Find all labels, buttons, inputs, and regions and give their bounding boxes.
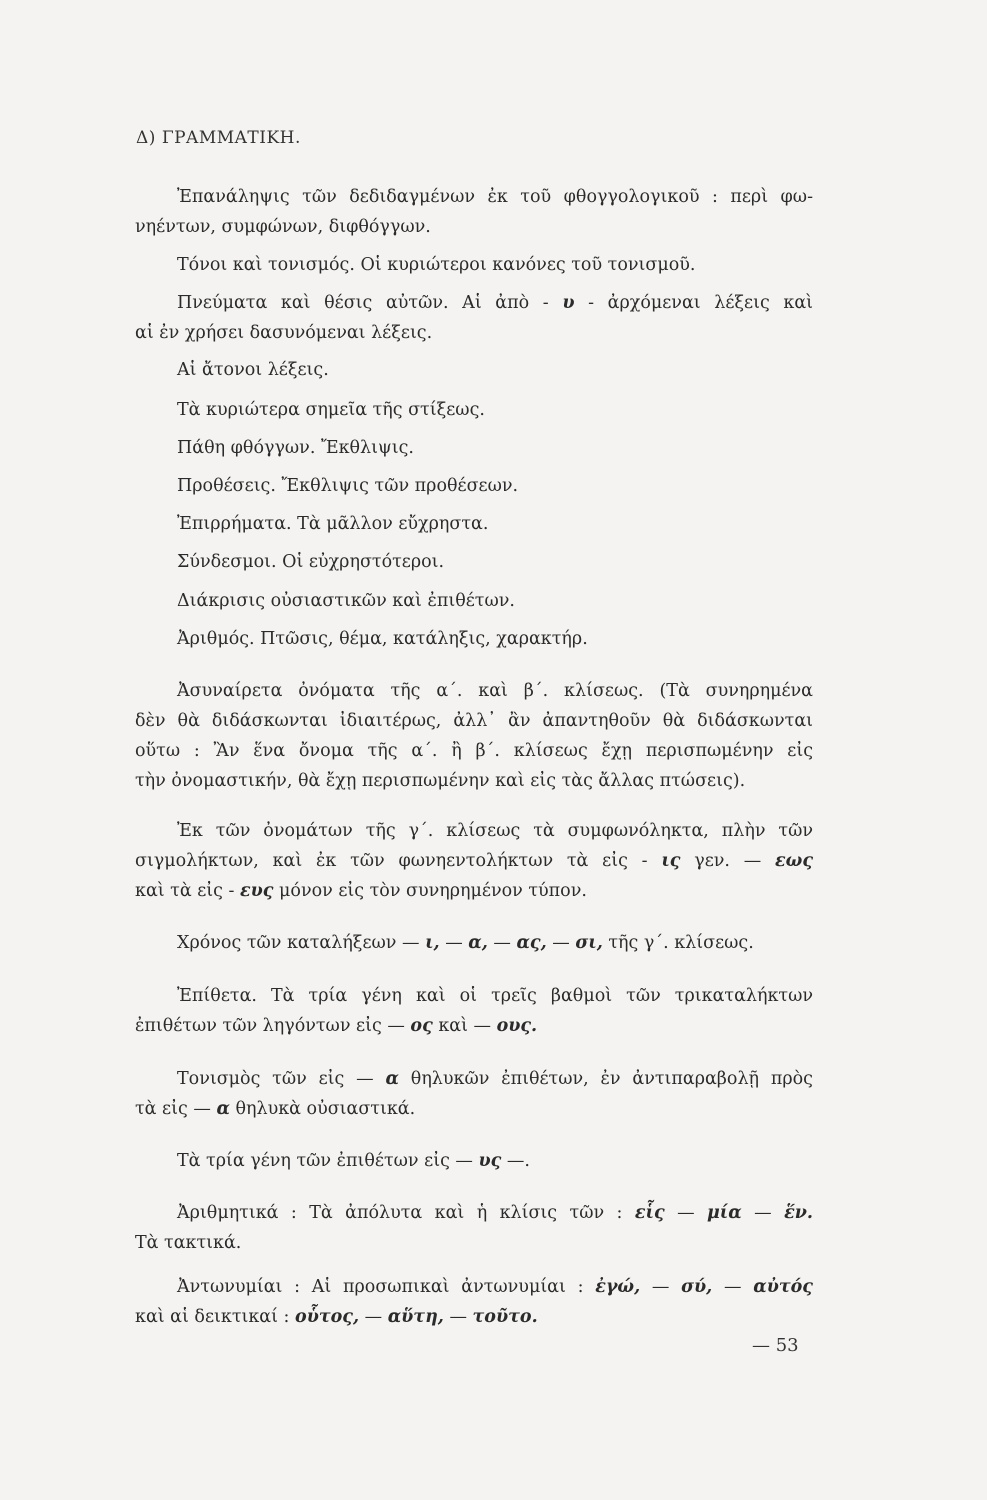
text-line: τὰ εἰς — α θηλυκὰ οὐσιαστικά. (135, 1099, 416, 1119)
text-line: Διάκρισις οὐσιαστικῶν καὶ ἐπιθέτων. (177, 591, 515, 611)
text-line: καὶ αἱ δεικτικαί : οὗτος, — αὕτη, — τοῦτο. (135, 1307, 538, 1327)
paragraph-prepositions (135, 471, 813, 501)
paragraph-quantity (135, 928, 813, 958)
text-line: Πάθη φθόγγων. Ἔκθλιψις. (177, 438, 414, 458)
section-heading: Δ) ΓΡΑΜΜΑΤΙΚΗ. (136, 128, 301, 148)
paragraph-declensions (135, 676, 813, 796)
text-line: Ἐπίθετα. Τὰ τρία γένη καὶ οἱ τρεῖς βαθμοὶ τῶν τρικαταλήκτων (177, 986, 813, 1006)
text-line: τὴν ὀνομαστικήν, θὰ ἔχῃ περισπωμένην καὶ εἰς τὰς ἄλλας πτώσεις). (135, 771, 746, 791)
paragraph-number (135, 624, 813, 654)
text-line: Ἀσυναίρετα ὀνόματα τῆς α΄. καὶ β΄. κλίσεως. (Τὰ συνηρημένα (177, 681, 813, 701)
text-line: Ἐπανάληψις τῶν δεδιδαγμένων ἐκ τοῦ φθογγολογικοῦ : περὶ φω- (177, 187, 813, 207)
page-number: — 53 (752, 1335, 799, 1356)
text-line: ἐπιθέτων τῶν ληγόντων εἰς — ος καὶ — ους. (135, 1016, 538, 1036)
paragraph-us-adjectives (135, 1146, 813, 1176)
text-line: Ἀριθμητικά : Τὰ ἀπόλυτα καὶ ἡ κλίσις τῶν : εἷς — μία — ἕν. (177, 1203, 813, 1223)
paragraph-adverbs (135, 509, 813, 539)
paragraph-accents (135, 250, 813, 280)
paragraph-pronouns (135, 1272, 813, 1332)
text-line: Τόνοι καὶ τονισμός. Οἱ κυριώτεροι κανόνες τοῦ τονισμοῦ. (177, 255, 696, 275)
paragraph-numerals (135, 1198, 813, 1258)
paragraph-pathi (135, 433, 813, 463)
paragraph-accent-adjectives (135, 1064, 813, 1124)
text-line: οὕτω : Ἂν ἕνα ὄνομα τῆς α΄. ἢ β΄. κλίσεως ἔχῃ περισπωμένην εἰς (135, 741, 813, 761)
paragraph-review (135, 182, 813, 242)
paragraph-distinction (135, 586, 813, 616)
text-line: αἱ ἐν χρήσει δασυνόμεναι λέξεις. (135, 323, 433, 343)
text-line: Πνεύματα καὶ θέσις αὐτῶν. Αἱ ἀπὸ - υ - ἀρχόμεναι λέξεις καὶ (177, 293, 813, 313)
text-line: Ἀριθμός. Πτῶσις, θέμα, κατάληξις, χαρακτήρ. (177, 629, 588, 649)
text-line: Ἀντωνυμίαι : Αἱ προσωπικαὶ ἀντωνυμίαι : ἐγώ, — σύ, — αὐτός (177, 1277, 813, 1297)
text-line: Προθέσεις. Ἔκθλιψις τῶν προθέσεων. (177, 476, 519, 496)
text-line: Ἐπιρρήματα. Τὰ μᾶλλον εὔχρηστα. (177, 514, 489, 534)
text-line: Ἐκ τῶν ὀνομάτων τῆς γ΄. κλίσεως τὰ συμφωνόληκτα, πλὴν τῶν (177, 821, 813, 841)
text-line: καὶ τὰ εἰς - ευς μόνον εἰς τὸν συνηρημένον τύπον. (135, 881, 587, 901)
text-line: Τὰ τακτικά. (135, 1233, 242, 1253)
paragraph-atona (135, 355, 813, 385)
text-line: Τὰ κυριώτερα σημεῖα τῆς στίξεως. (177, 400, 485, 420)
text-line: δὲν θὰ διδάσκωνται ἰδιαιτέρως, ἀλλ᾽ ἂν ἀπαντηθοῦν θὰ διδάσκωνται (135, 711, 813, 731)
paragraph-breathings (135, 288, 813, 348)
text-line: Αἱ ἄτονοι λέξεις. (177, 360, 329, 380)
paragraph-punctuation (135, 395, 813, 425)
text-line: Χρόνος τῶν καταλήξεων — ι, — α, — ας, — σι, τῆς γ΄. κλίσεως. (177, 933, 754, 953)
text-line: σιγμολήκτων, καὶ ἐκ τῶν φωνηεντολήκτων τὰ εἰς - ις γεν. — εως (135, 851, 813, 871)
paragraph-third-declension (135, 816, 813, 906)
text-line: Σύνδεσμοι. Οἱ εὐχρηστότεροι. (177, 552, 445, 572)
paragraph-conjunctions (135, 547, 813, 577)
text-line: Τὰ τρία γένη τῶν ἐπιθέτων εἰς — υς —. (177, 1151, 530, 1171)
paragraph-adjectives (135, 981, 813, 1041)
text-line: νηέντων, συμφώνων, διφθόγγων. (135, 217, 431, 237)
text-line: Τονισμὸς τῶν εἰς — α θηλυκῶν ἐπιθέτων, ἐν ἀντιπαραβολῇ πρὸς (177, 1069, 813, 1089)
